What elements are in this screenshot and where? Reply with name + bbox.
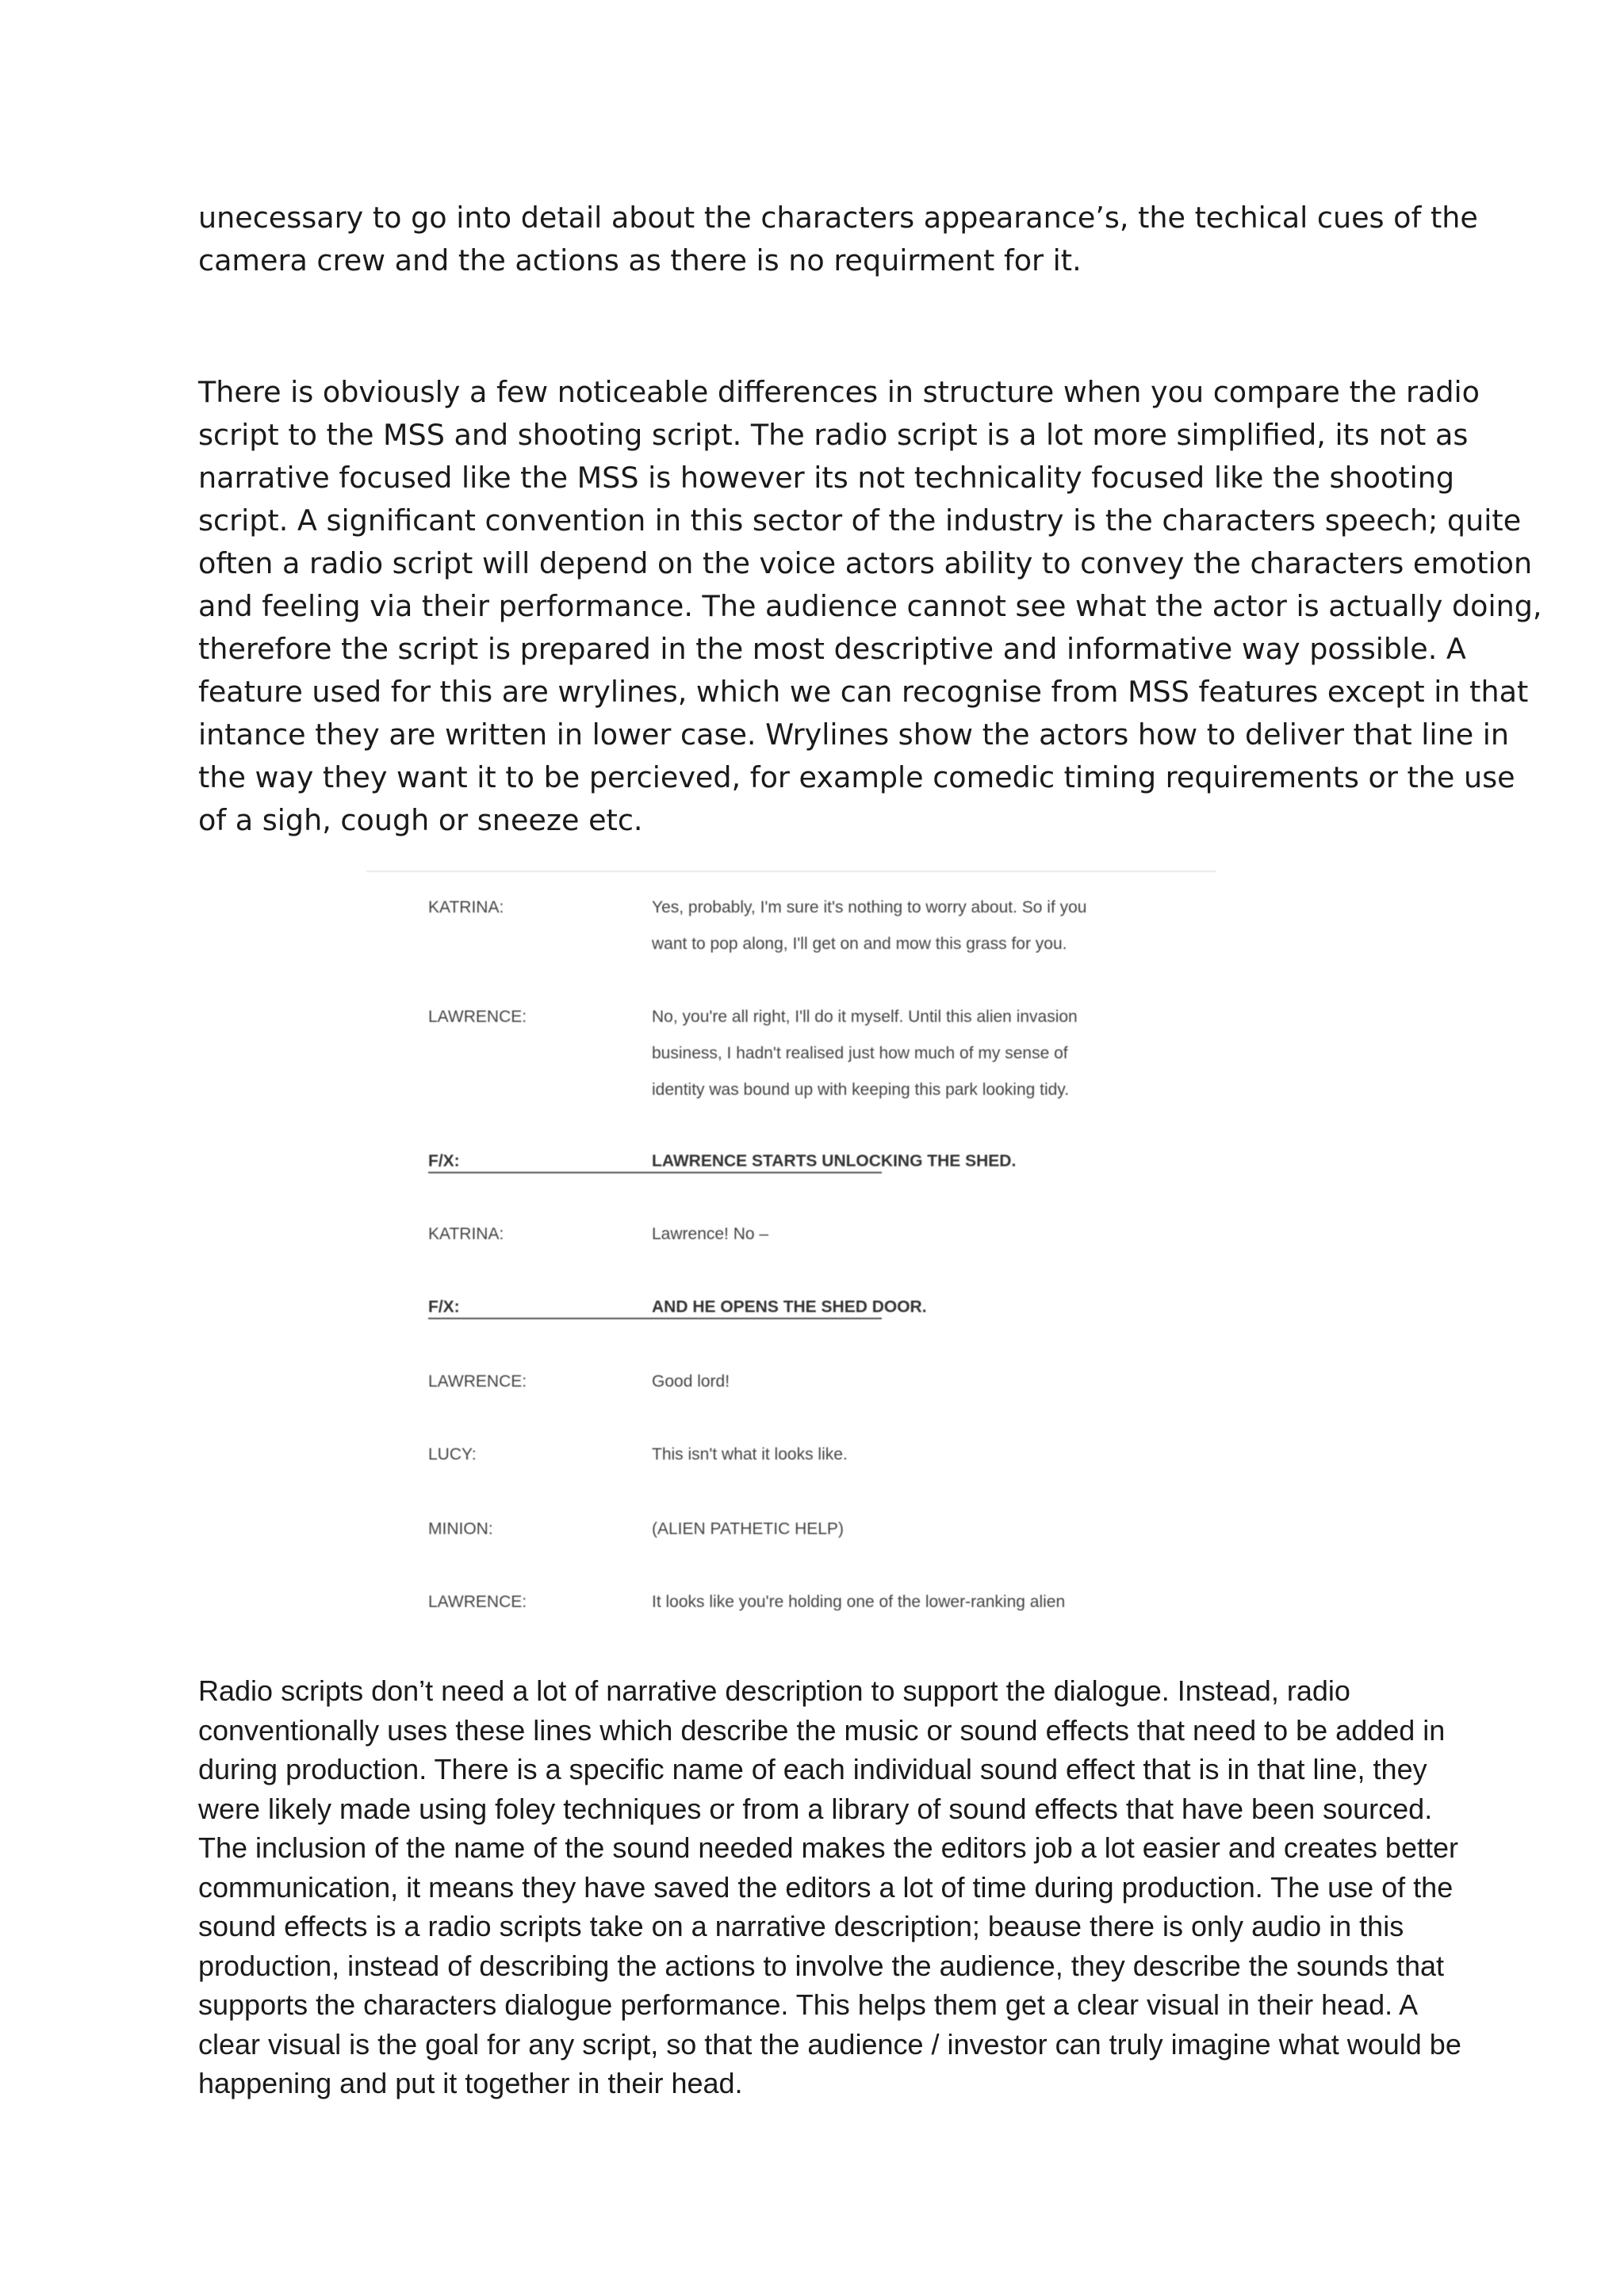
speech-text [652, 1216, 768, 1253]
text-line: of a sigh, cough or sneeze etc. [198, 803, 643, 837]
speech-line: identity was bound up with keeping this park looking tidy. [652, 1081, 1070, 1099]
text-line: supports the characters dialogue performance. This helps them get a clear visual in their head. A [198, 1988, 1419, 2021]
text-line: and feeling via their performance. The audience cannot see what the actor is actually doing, [198, 589, 1542, 623]
speech-line: Lawrence! No – [652, 1225, 769, 1243]
text-line: intance they are written in lower case. Wrylines show the actors how to deliver that line in [198, 718, 1510, 752]
speech-line: It looks like you're holding one of the lower-ranking alien [652, 1593, 1066, 1611]
fx-underline [428, 1318, 882, 1319]
speaker-label: MINION: [428, 1520, 493, 1538]
fx-label: F/X: [428, 1152, 460, 1170]
fx-underline [428, 1172, 882, 1173]
text-line: clear visual is the goal for any script, so that the audience / investor can truly imagine what would be [198, 2027, 1461, 2061]
speech-text [652, 890, 1086, 962]
speech-text [652, 1364, 730, 1400]
speech-line: want to pop along, I'll get on and mow this grass for you. [652, 935, 1067, 953]
text-line: feature used for this are wrylines, which we can recognise from MSS features except in that [198, 675, 1529, 709]
text-line: There is obviously a few noticeable differences in structure when you compare the radio [198, 375, 1480, 409]
text-line: therefore the script is prepared in the most descriptive and informative way possible. A [198, 632, 1466, 666]
text-line: narrative focused like the MSS is however its not technicality focused like the shooting [198, 461, 1455, 495]
speaker-label: LUCY: [428, 1445, 477, 1464]
text-line: conventionally uses these lines which describe the music or sound effects that need to be added in [198, 1713, 1446, 1747]
speech-line: Good lord! [652, 1372, 730, 1391]
speech-line: Yes, probably, I'm sure it's nothing to worry about. So if you [652, 898, 1087, 916]
speech-text [652, 999, 1078, 1108]
text-line: production, instead of describing the actions to involve the audience, they describe the sounds that [198, 1949, 1445, 1982]
paragraph-intro [198, 197, 1478, 282]
speech-line: (ALIEN PATHETIC HELP) [652, 1520, 844, 1538]
speech-line: LAWRENCE STARTS UNLOCKING THE SHED. [652, 1152, 1017, 1170]
text-line: the way they want it to be percieved, for example comedic timing requirements or the use [198, 760, 1515, 794]
speech-line: AND HE OPENS THE SHED DOOR. [652, 1298, 927, 1316]
text-line: camera crew and the actions as there is no requirment for it. [198, 243, 1082, 277]
text-line: were likely made using foley techniques or from a library of sound effects that have been sourced. [198, 1792, 1433, 1825]
speech-line: No, you're all right, I'll do it myself. Until this alien invasion [652, 1008, 1078, 1026]
speech-line: business, I hadn't realised just how much of my sense of [652, 1044, 1068, 1062]
text-line: during production. There is a specific name of each individual sound effect that is in that line, they [198, 1753, 1427, 1785]
text-line: Radio scripts don’t need a lot of narrative description to support the dialogue. Instead, radio [198, 1674, 1350, 1707]
paragraph-sound-effects [198, 1671, 1461, 2103]
speaker-label: LAWRENCE: [428, 1372, 527, 1391]
fx-label: F/X: [428, 1298, 460, 1316]
speaker-label: KATRINA: [428, 898, 504, 916]
speaker-label: LAWRENCE: [428, 1593, 527, 1611]
speech-text [652, 1511, 844, 1548]
text-line: sound effects is a radio scripts take on a narrative description; beause there is only audio in this [198, 1910, 1404, 1942]
text-line: script. A significant convention in this sector of the industry is the characters speech; quite [198, 503, 1522, 538]
speech-text [652, 1584, 1065, 1621]
fx-text [652, 1143, 1016, 1180]
text-line: communication, it means they have saved the editors a lot of time during production. The use of the [198, 1870, 1454, 1904]
text-line: script to the MSS and shooting script. The radio script is a lot more simplified, its not as [198, 418, 1469, 452]
text-line: The inclusion of the name of the sound needed makes the editors job a lot easier and creates better [198, 1831, 1458, 1864]
speech-text [652, 1437, 848, 1473]
speaker-label: LAWRENCE: [428, 1008, 527, 1026]
speaker-label: KATRINA: [428, 1225, 504, 1243]
speech-line: This isn't what it looks like. [652, 1445, 848, 1464]
text-line: happening and put it together in their head. [198, 2067, 743, 2099]
paragraph-radio-structure [198, 371, 1542, 842]
fx-text [652, 1289, 927, 1326]
text-line: unecessary to go into detail about the characters appearance’s, the techical cues of the [198, 201, 1478, 235]
radio-script-excerpt [366, 871, 1216, 1633]
text-line: often a radio script will depend on the voice actors ability to convey the characters emotion [198, 546, 1533, 580]
